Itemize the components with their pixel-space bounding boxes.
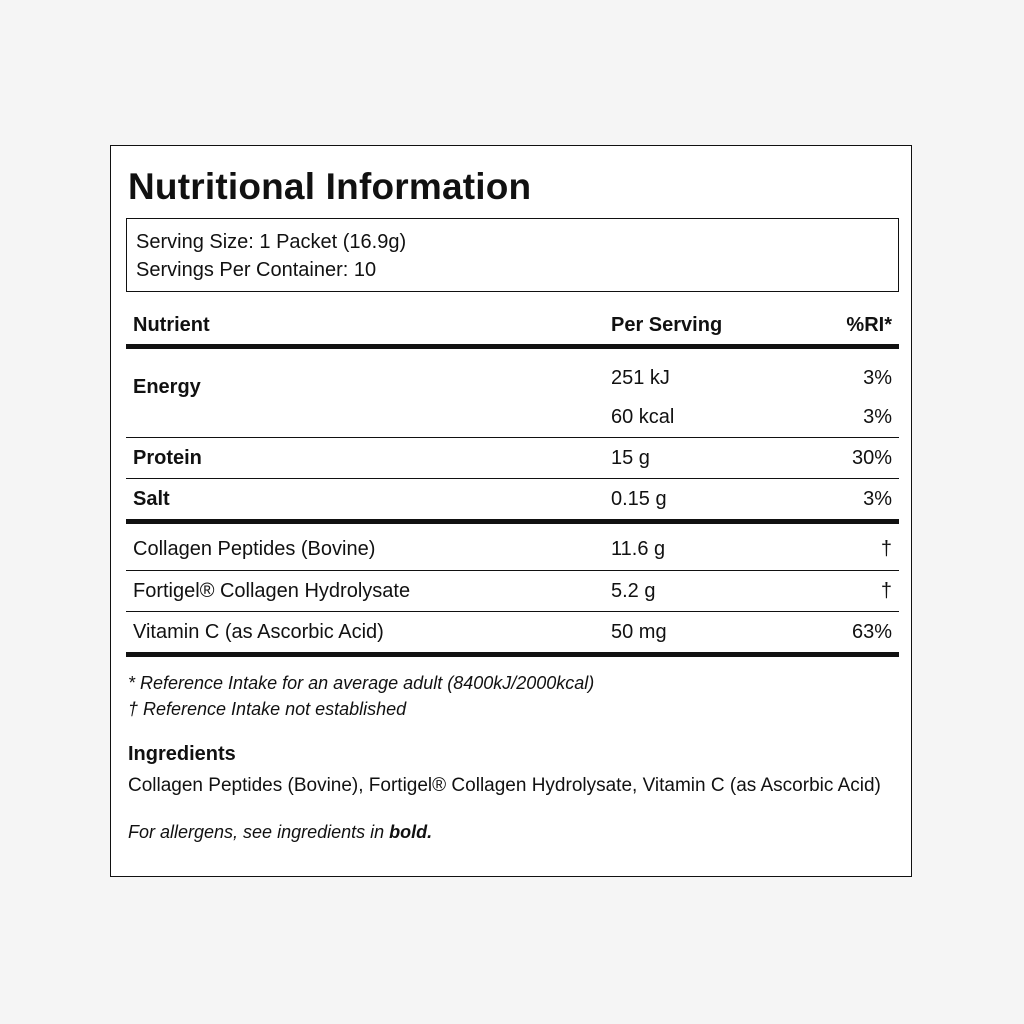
nutrient-ri: † bbox=[880, 580, 892, 602]
table-row bbox=[126, 612, 899, 657]
nutrient-ri: 3% bbox=[863, 488, 892, 510]
allergen-emphasis: bold. bbox=[389, 822, 433, 842]
nutrient-name: Protein bbox=[133, 447, 202, 469]
table-row bbox=[126, 479, 899, 524]
nutrient-ri: 63% bbox=[851, 621, 892, 643]
nutrient-amount: 11.6 g bbox=[611, 538, 666, 561]
energy-kj-ri: 3% bbox=[863, 367, 892, 389]
energy-kj-value: 251 kJ bbox=[611, 367, 670, 389]
dagger-footnote: † Reference Intake not established bbox=[128, 699, 407, 719]
header-ri: %RI* bbox=[846, 314, 892, 336]
ingredients-text: Collagen Peptides (Bovine), Fortigel® Collagen Hydrolysate, Vitamin C (as Ascorbic Acid) bbox=[128, 775, 881, 796]
nutrient-amount: 5.2 g bbox=[611, 580, 656, 602]
nutrient-ri: 30% bbox=[851, 447, 892, 469]
table-row bbox=[126, 571, 899, 612]
header-nutrient: Nutrient bbox=[133, 314, 210, 336]
table-row-energy bbox=[126, 349, 899, 438]
serving-info-box bbox=[126, 218, 899, 292]
nutrition-label bbox=[110, 145, 912, 877]
table-header-row bbox=[126, 306, 899, 349]
energy-kcal-value: 60 kcal bbox=[611, 406, 675, 428]
nutrient-name: Fortigel® Collagen Hydrolysate bbox=[133, 580, 411, 602]
nutrient-name: Collagen Peptides (Bovine) bbox=[133, 538, 376, 561]
nutrient-amount: 15 g bbox=[611, 447, 650, 469]
allergen-note bbox=[128, 820, 432, 844]
nutrient-amount: 0.15 g bbox=[611, 488, 667, 510]
label-title: Nutritional Information bbox=[128, 166, 532, 207]
ingredients-heading: Ingredients bbox=[128, 743, 236, 765]
nutrient-name: Vitamin C (as Ascorbic Acid) bbox=[133, 621, 384, 643]
table-row bbox=[126, 438, 899, 479]
nutrient-name: Energy bbox=[133, 376, 201, 398]
energy-kcal-ri: 3% bbox=[863, 406, 892, 428]
servings-per-container: Servings Per Container: 10 bbox=[136, 259, 377, 281]
nutrition-table bbox=[126, 306, 899, 657]
ri-footnote: * Reference Intake for an average adult (8400kJ/2000kcal) bbox=[128, 673, 595, 693]
nutrient-ri: † bbox=[880, 538, 892, 561]
nutrient-name: Salt bbox=[133, 488, 170, 510]
header-per-serving: Per Serving bbox=[611, 314, 723, 336]
serving-size: Serving Size: 1 Packet (16.9g) bbox=[136, 231, 407, 253]
allergen-prefix: For allergens, see ingredients in bbox=[128, 822, 390, 842]
table-row bbox=[126, 524, 899, 571]
nutrient-amount: 50 mg bbox=[611, 621, 667, 643]
